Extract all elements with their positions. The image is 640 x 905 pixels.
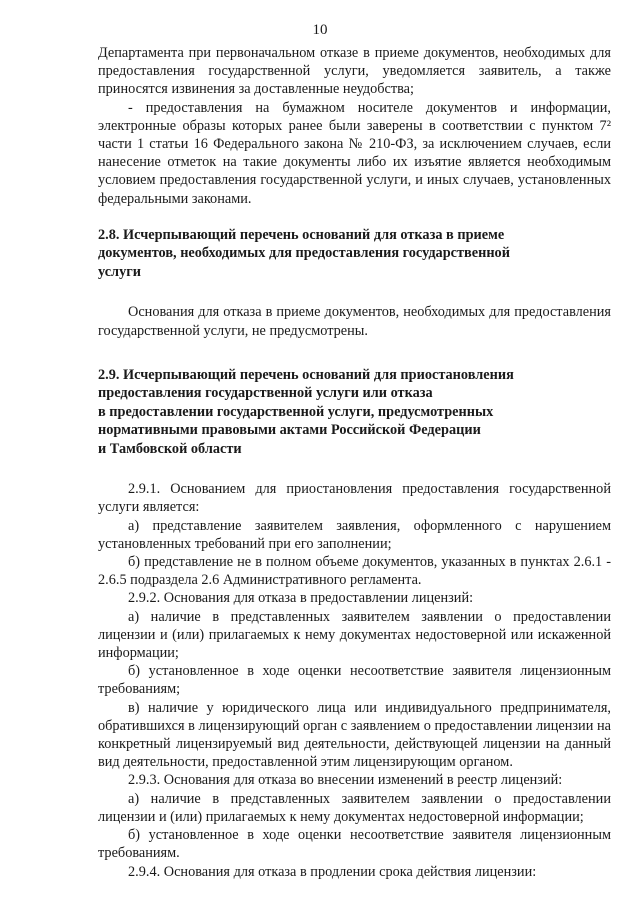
clause-2-9-1: 2.9.1. Основанием для приостановления предоставления государственной услуги является: [98,481,611,516]
section-title-line: и Тамбовской области [98,440,242,457]
section-title-line: 2.8. Исчерпывающий перечень оснований для отказа в приеме [98,226,505,243]
section-title-line: предоставления государственной услуги или отказа [98,385,433,402]
section-2-9-heading [98,366,611,459]
section-title-line: в предоставлении государственной услуги, предусмотренных [98,403,494,420]
section-title-line: документов, необходимых для предоставления государственной [98,245,510,262]
document-body [98,44,611,881]
clause-2-9-1-b: б) представление не в полном объеме документов, указанных в пунктах 2.6.1 - 2.6.5 подраздела 2.6 Административного регламента. [98,554,611,589]
section-2-8-text: Основания для отказа в приеме документов, необходимых для предоставления государственной услуги, не предусмотрены. [98,304,611,339]
clause-2-9-3-b: б) установленное в ходе оценки несоответствие заявителя лицензионным требованиям. [98,827,611,862]
clause-2-9-4: 2.9.4. Основания для отказа в продлении срока действия лицензии: [128,863,537,880]
clause-2-9-2: 2.9.2. Основания для отказа в предоставлении лицензий: [128,590,474,607]
section-title-line: услуги [98,263,141,280]
clause-2-9-2-b: б) установленное в ходе оценки несоответствие заявителя лицензионным требованиям; [98,663,611,698]
clause-2-9-2-c: в) наличие у юридического лица или индивидуального предпринимателя, обратившихся в лицензирующий орган с заявлением о предоставлении лицензии на конкретный лицензируемый вид деятельности, действующей лицензии на данный вид деятельности, предоставленной этим лицензирующим органом. [98,699,611,771]
paragraph-paper-documents: - предоставления на бумажном носителе документов и информации, электронные образы которых ранее были заверены в соответствии с пунктом 7² части 1 статьи 16 Федерального закона № 210-ФЗ, за исключением случаев, если нанесение отметок на такие документы либо их изъятие является необходимым условием предоставления государственной услуги, и иных случаев, установленных федеральными законами. [98,99,611,207]
clause-2-9-2-a: а) наличие в представленных заявителем заявлении о предоставлении лицензии и (или) прилагаемых к нему документах недостоверной или искаженной информации; [98,608,611,662]
clause-2-9-3-a: а) наличие в представленных заявителем заявлении о предоставлении лицензии и (или) прилагаемых к нему документах недостоверной информации; [98,790,611,825]
section-2-8-heading [98,226,611,282]
page-number: 10 [312,22,328,38]
clause-2-9-3: 2.9.3. Основания для отказа во внесении изменений в реестр лицензий: [128,772,563,789]
section-title-line: 2.9. Исчерпывающий перечень оснований для приостановления [98,366,514,383]
clause-2-9-1-a: а) представление заявителем заявления, оформленного с нарушением установленных требований при его заполнении; [98,517,611,552]
section-title-line: нормативными правовыми актами Российской Федерации [98,422,481,439]
paragraph-continuation: Департамента при первоначальном отказе в приеме документов, необходимых для предоставления государственной услуги, уведомляется заявитель, а также приносятся извинения за доставленные неудобства; [98,45,611,98]
